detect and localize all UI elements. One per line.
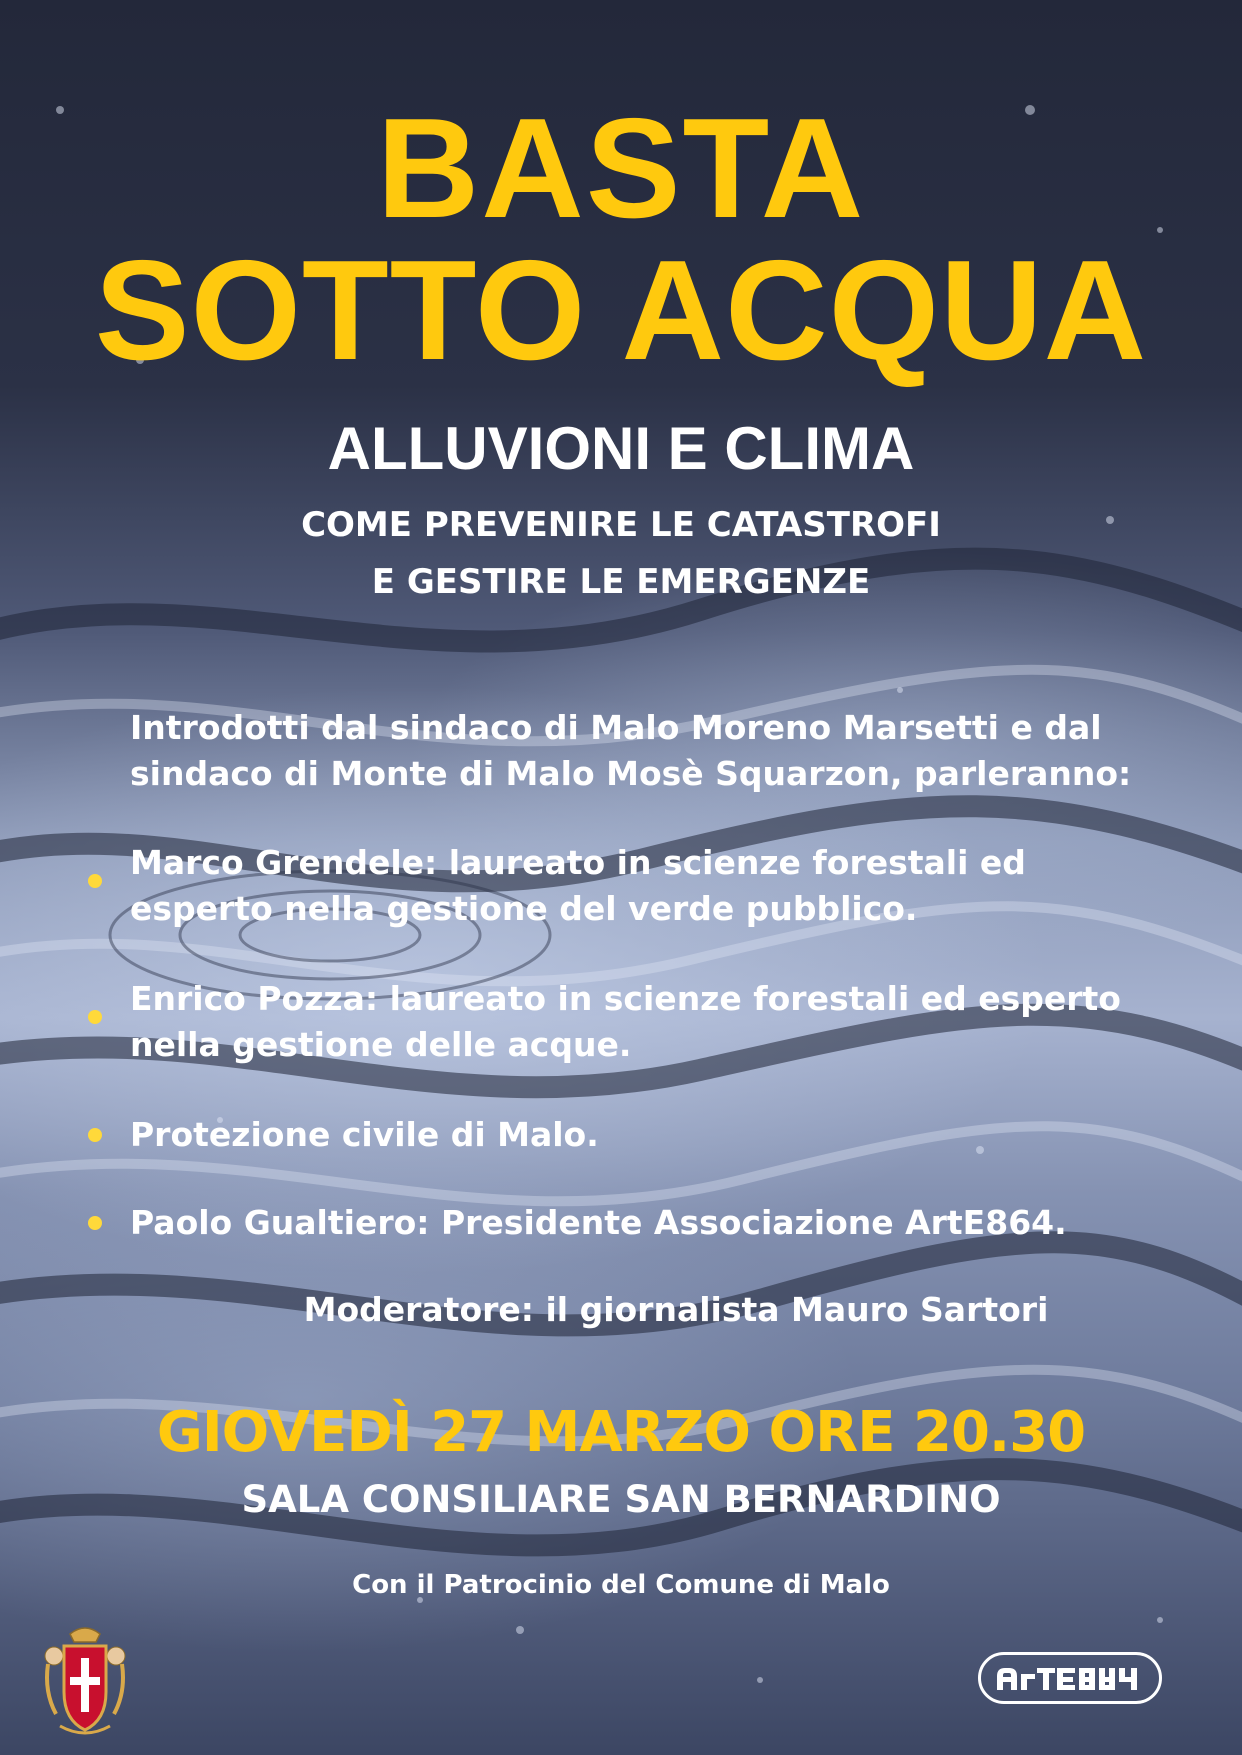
bullet-icon (88, 1128, 102, 1142)
comune-di-malo-crest-icon (40, 1622, 130, 1740)
subtitle-line-2: E GESTIRE LE EMERGENZE (371, 562, 871, 602)
subtitle-main: ALLUVIONI E CLIMA (327, 415, 915, 482)
moderator-text: Moderatore: il giornalista Mauro Sartori (303, 1290, 1049, 1329)
list-item (130, 1200, 1150, 1246)
speaker-line-2: nella gestione delle acque. (130, 1025, 632, 1064)
title-line-2: SOTTO ACQUA (94, 231, 1148, 390)
list-item (130, 1112, 1150, 1158)
title-line-1: BASTA (376, 89, 866, 248)
speaker-line-1: Protezione civile di Malo. (130, 1115, 599, 1154)
speaker-line-1: Enrico Pozza: laureato in scienze forestali ed esperto (130, 979, 1121, 1018)
list-item (130, 840, 1150, 932)
speaker-line-1: Marco Grendele: laureato in scienze forestali ed (130, 843, 1026, 882)
patronage-text: Con il Patrocinio del Comune di Malo (352, 1570, 890, 1600)
bullet-icon (88, 874, 102, 888)
arte864-wordmark-icon (995, 1662, 1145, 1694)
arte864-logo (978, 1652, 1162, 1704)
speaker-line-2: esperto nella gestione del verde pubblico. (130, 889, 918, 928)
list-item (130, 976, 1150, 1068)
event-venue: SALA CONSILIARE SAN BERNARDINO (241, 1478, 1001, 1521)
subtitle-line-1: COME PREVENIRE LE CATASTROFI (301, 505, 941, 545)
bullet-icon (88, 1216, 102, 1230)
speaker-line-1: Paolo Gualtiero: Presidente Associazione ArtE864. (130, 1203, 1067, 1242)
bullet-icon (88, 1010, 102, 1024)
event-date: GIOVEDÌ 27 MARZO ORE 20.30 (156, 1400, 1086, 1465)
intro-line-2: sindaco di Monte di Malo Mosè Squarzon, parleranno: (130, 754, 1132, 793)
intro-line-1: Introdotti dal sindaco di Malo Moreno Marsetti e dal (130, 708, 1102, 747)
